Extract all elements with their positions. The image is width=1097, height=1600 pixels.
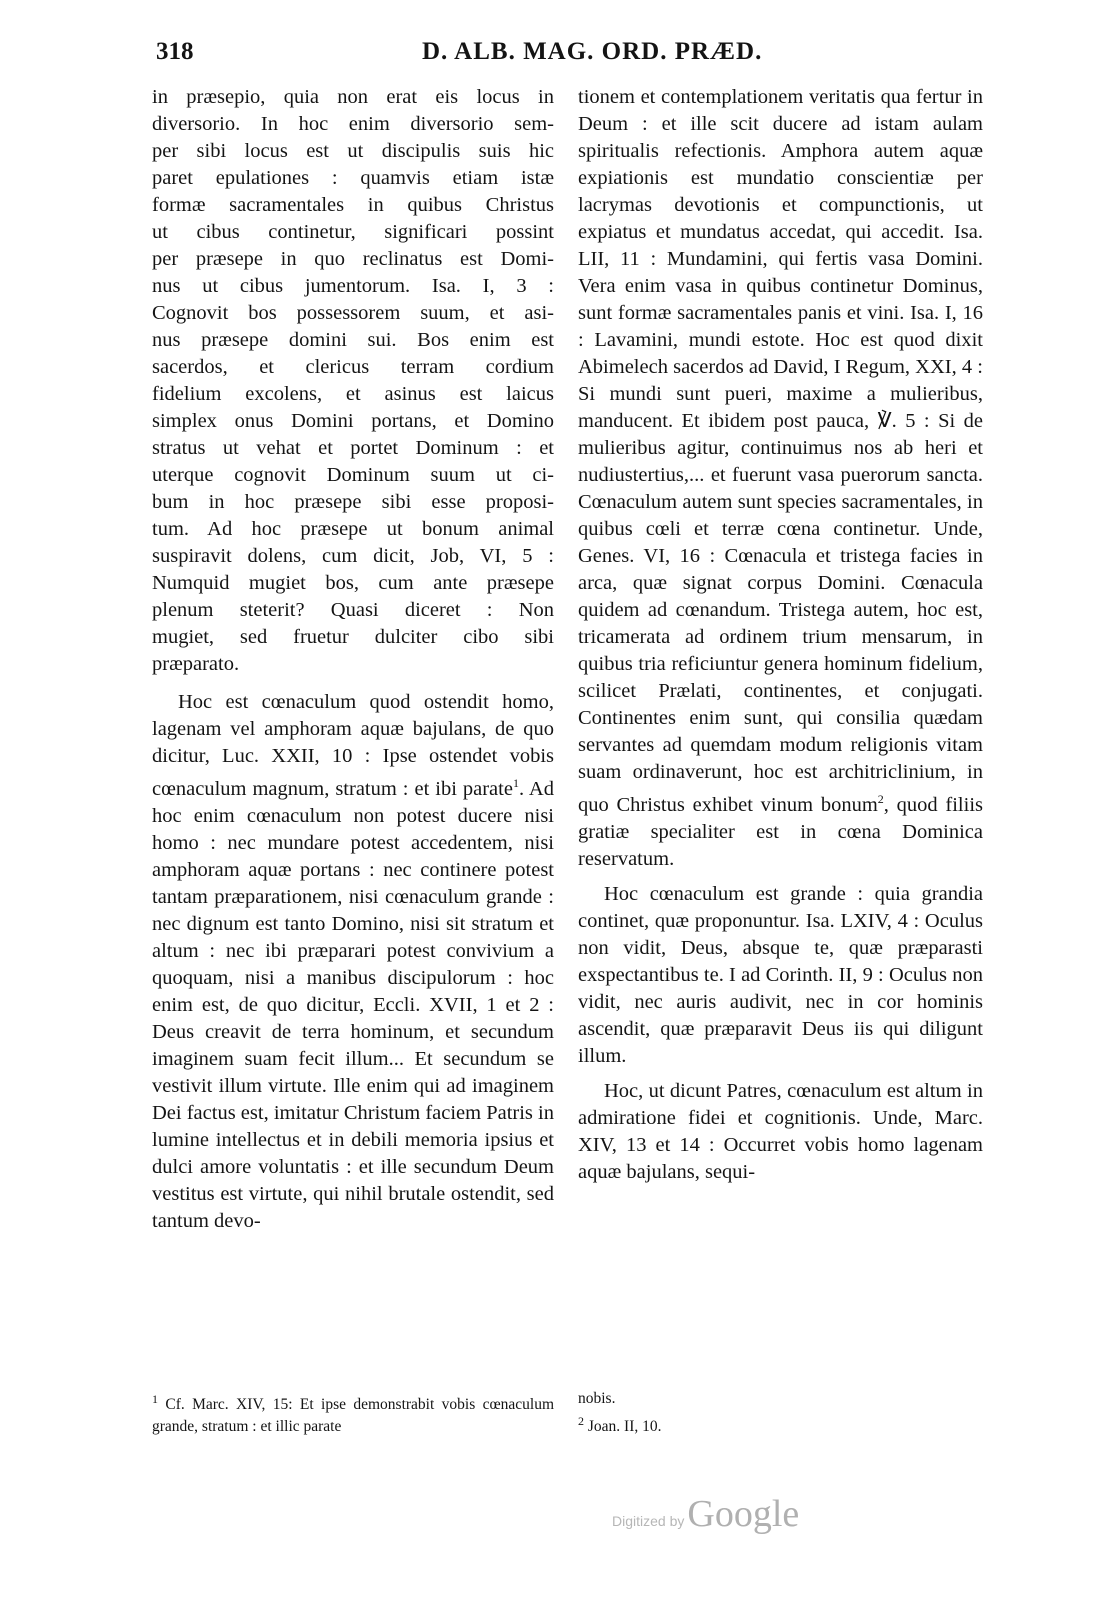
left-line: nus ut cibus jumentorum. Isa. I, 3 : <box>152 275 554 297</box>
right-column <box>578 84 983 1186</box>
left-line: nus præsepe domini sui. Bos enim est <box>152 329 554 351</box>
left-line: mugiet, sed fruetur dulciter cibo sibi <box>152 626 554 648</box>
left-line: stratus ut vehat et portet Dominum : et <box>152 437 554 459</box>
page-number: 318 <box>156 38 194 65</box>
footnote-continuation: nobis. <box>578 1390 616 1407</box>
google-watermark <box>612 1492 799 1542</box>
left-line: formæ sacramentales in quibus Christus <box>152 194 554 216</box>
watermark-brand-logo: Google <box>687 1493 800 1535</box>
footnote-left <box>152 1388 554 1438</box>
left-line: diversorio. In hoc enim diversorio sem- <box>152 113 554 135</box>
footnote-2-text: Joan. II, 10. <box>587 1418 662 1436</box>
footnote-ref-2: 2 <box>877 792 884 806</box>
left-line: uterque cognovit Dominum suum ut ci- <box>152 464 554 486</box>
footnote-mark-2: 2 <box>578 1414 584 1428</box>
left-line: Numquid mugiet bos, cum ante præsepe <box>152 572 554 594</box>
left-line: suspiravit dolens, cum dicit, Job, VI, 5 : <box>152 545 554 567</box>
left-line: tum. Ad hoc præsepe ut bonum animal <box>152 518 554 540</box>
left-line: fidelium excolens, et asinus est laicus <box>152 383 554 405</box>
footnote-mark-1: 1 <box>152 1392 158 1406</box>
right-paragraph-3: Hoc, ut dicunt Patres, cœnaculum est altum in admiratione fidei et cognitionis. Unde, Marc. XIV, 13 et 14 : Occurret vobis homo lagenam aquæ bajulans, sequi- <box>578 1079 983 1183</box>
running-head-title: D. ALB. MAG. ORD. PRÆD. <box>422 38 763 65</box>
left-line: ut cibus continetur, significari possint <box>152 221 554 243</box>
left-line: Cognovit bos possessorem suum, et asi- <box>152 302 554 324</box>
watermark-prefix: Digitized by <box>612 1513 685 1529</box>
left-line: præparato. <box>152 653 240 675</box>
left-line: per præsepe in quo reclinatus est Domi- <box>152 248 554 270</box>
footnote-1-text: Cf. Marc. XIV, 15: Et ipse demonstrabit vobis cœnaculum grande, stratum : et illic parate <box>152 1396 555 1436</box>
right-paragraph-2: Hoc cœnaculum est grande : quia grandia continet, quæ proponuntur. Isa. LXIV, 4 : Oculus non vidit, Deus, absque te, quæ præparasti exspectantibus te. I ad Corinth. II, 9 : Oculus non vidit, nec auris audivit, nec in cor hominis ascendit, quæ præparavit Deus iis qui diligunt illum. <box>578 882 983 1067</box>
footnote-right <box>578 1388 983 1438</box>
right-paragraph-1: tionem et contemplationem veritatis qua fertur in Deum : et ille scit ducere ad istam aulam spiritualis refectionis. Amphora autem aquæ expiationis est mundatio conscientiæ per lacrymas devotionis et compunctionis, ut expiatus et mundatus accedat, qui accedit. Isa. LII, 11 : Mundamini, qui fertis vasa Domini. Vera enim vasa in quibus continetur Dominus, sunt formæ sacramentales panis et vini. Isa. I, 16 : Lavamini, mundi estote. Hoc est quod dixit Abimelech sacerdos ad David, I Regum, XXI, 4 : Si mundi sunt pueri, maxime a mulieribus, manducent. Et ibidem post pauca, ℣. 5 : Si de mulieribus agitur, continuimus nos ab heri et nudiustertius,... et fuerunt vasa puerorum sancta. Cœnaculum autem sunt species sacramentales, in quibus cœli et terræ cœna continetur. Unde, Genes. VI, 16 : Cœnacula et tristega facies in arca, quæ signat corpus Domini. Cœnacula quidem ad cœnandum. Tristega autem, hoc est, tricamerata ad ordinem trium mensarum, in quibus tria reficiuntur genera hominum fidelium, scilicet Prælati, continentes, et conjugati. Continentes enim sunt, qui consilia quædam servantes ad quemdam modum religionis vitam suam ordinaverunt, hoc est architriclinium, in quo Christus exhibet vinum bonum$^2$, quod filiis gratiæ specialiter est in cœna Dominica reservatum. <box>578 86 983 870</box>
left-paragraph-2: Hoc est cœnaculum quod ostendit homo, lagenam vel amphoram aquæ bajulans, de quo dicitur, Luc. XXII, 10 : Ipse ostendet vobis cœnaculum magnum, stratum : et ibi parate$^1$. Ad hoc enim cœnaculum non potest ducere nisi homo : nec mundare potest accedentem, nisi amphoram aquæ portans : nec continere potest tantam præparationem, nisi cœnaculum grande : nec dignum est tanto Domino, nisi sit stratum et altum : nec ibi præparari potest convivium a quoquam, nisi a manibus discipulorum : hoc enim est, de quo dicitur, Eccli. XVII, 1 et 2 : Deus creavit de terra hominum, et secundum imaginem suam fecit illum... Et secundum se vestivit illum virtute. Ille enim qui ad imaginem Dei factus est, imitatur Christum faciem Patris in lumine intellectus et in debili memoria ipsius et dulci amore voluntatis : et ille secundum Deum vestitus est virtute, qui nihil brutale ostendit, sed tantum devo- <box>152 691 554 1232</box>
left-paragraph-1 <box>152 84 554 678</box>
footnote-ref-1: 1 <box>512 776 519 790</box>
left-line: in præsepio, quia non erat eis locus in <box>152 86 554 108</box>
left-line: per sibi locus est ut discipulis suis hic <box>152 140 554 162</box>
left-line: paret epulationes : quamvis etiam istæ <box>152 167 554 189</box>
left-column <box>152 84 554 1235</box>
running-header <box>152 38 982 78</box>
left-line: bum in hoc præsepe sibi esse proposi- <box>152 491 554 513</box>
left-line: plenum steterit? Quasi diceret : Non <box>152 599 554 621</box>
left-line: sacerdos, et clericus terram cordium <box>152 356 554 378</box>
left-line: simplex onus Domini portans, et Domino <box>152 410 554 432</box>
